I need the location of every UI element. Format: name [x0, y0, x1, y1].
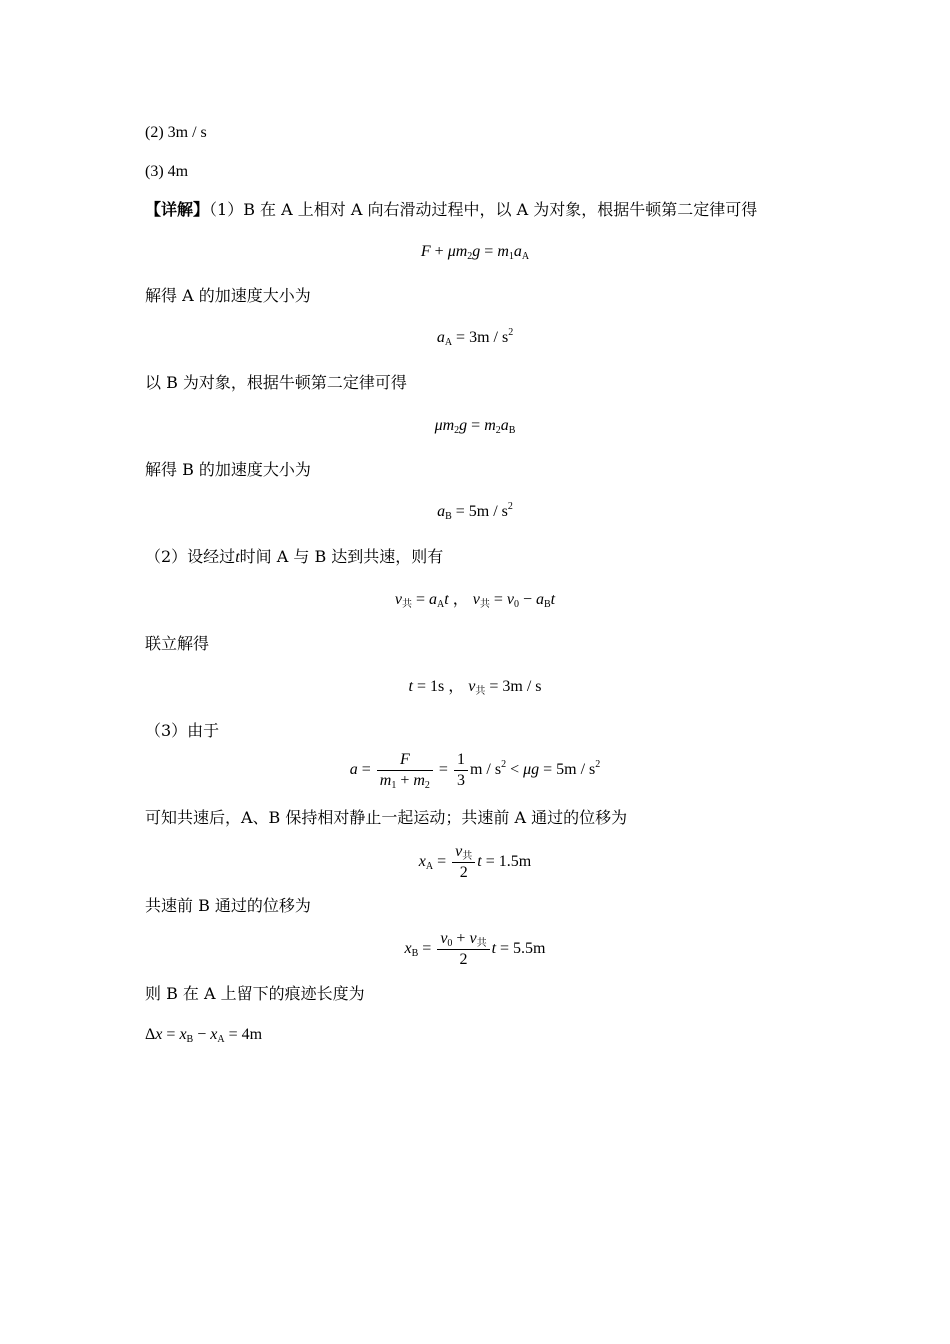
- equation-10: $\Delta x = x_B - x_A = 4m$: [145, 1026, 263, 1045]
- detail-part1-text: （1）B 在 A 上相对 A 向右滑动过程中，以 A 为对象，根据牛顿第二定律可得: [209, 200, 758, 219]
- fraction-one-third: $\frac{1}{3}$: [454, 750, 468, 791]
- equation-2: $a_A = 3m / s^2$: [436, 327, 514, 348]
- equation-8: $x_A$ = $\frac{v_共}{2}$ t = 1.5m: [418, 843, 532, 881]
- b-disp-text: 共速前 B 通过的位移为: [145, 896, 311, 915]
- solve-b-text: 解得 B 的加速度大小为: [145, 460, 311, 479]
- equation-3: $\mu m_2g = m_2a_B$: [434, 417, 516, 436]
- part2-var: t: [235, 549, 240, 566]
- equation-1: $F + \mu m_2g = m_1a_A$: [420, 243, 530, 262]
- fraction-force-over-mass: $\frac{F}{m_1 + m_2}$: [377, 750, 433, 791]
- answer-2: (2) 3m / s: [145, 124, 207, 141]
- part3-text: （3）由于: [145, 721, 220, 740]
- part2-line: [145, 546, 443, 569]
- joint-text: 联立解得: [145, 634, 210, 653]
- solve-a-text: 解得 A 的加速度大小为: [145, 286, 311, 305]
- part2-prefix: （2）设经过: [145, 547, 236, 566]
- trace-text: 则 B 在 A 上留下的痕迹长度为: [145, 984, 365, 1003]
- equation-6: t = 1s ， $v_共 = 3m / s$: [408, 678, 542, 697]
- detail-tag: 【详解】: [145, 200, 210, 219]
- equation-4: $a_B = 5m / s^2$: [437, 501, 513, 522]
- equation-5: $v_共 = a_At$ ， $v_共 = v_0 - a_Bt$: [394, 591, 556, 610]
- b-object-text: 以 B 为对象，根据牛顿第二定律可得: [145, 373, 407, 392]
- equation-7: a = $\frac{F}{m_1 + m_2}$ = $\frac{1}{3}$ $m / s^2 < \mu g = 5m / s^2$: [349, 751, 601, 791]
- answer-3: (3) 4m: [145, 163, 189, 180]
- equation-9: $x_B$ = $\frac{v_0 + v_共}{2}$ t = 5.5m: [404, 930, 546, 968]
- detail-part1-line: [145, 199, 757, 221]
- after-text: 可知共速后，A、B 保持相对静止一起运动；共速前 A 通过的位移为: [145, 808, 628, 827]
- fraction-v-sum-over-2: $\frac{v_0 + v_共}{2}$: [437, 929, 489, 970]
- fraction-v-over-2: $\frac{v_共}{2}$: [452, 842, 475, 883]
- part2-suffix: 时间 A 与 B 达到共速，则有: [239, 547, 444, 566]
